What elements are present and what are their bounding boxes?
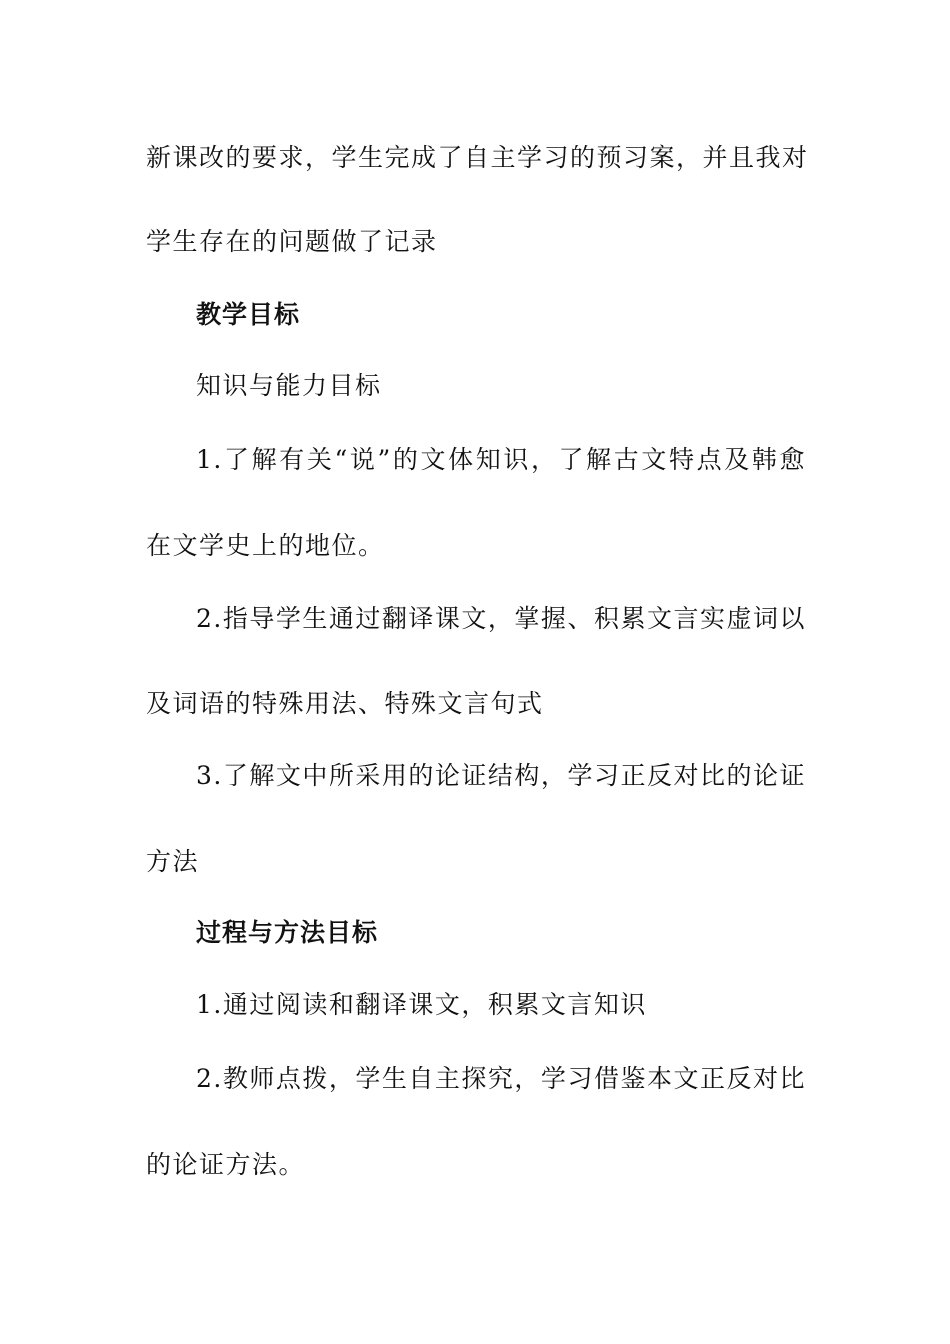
list-item-line: 1.了解有关“说”的文体知识，了解古文特点及韩愈 bbox=[196, 445, 806, 474]
list-item-line: 及词语的特殊用法、特殊文言句式 bbox=[146, 689, 544, 718]
subsection-title: 知识与能力目标 bbox=[196, 371, 382, 400]
section-heading: 过程与方法目标 bbox=[196, 918, 379, 947]
list-item-line: 方法 bbox=[146, 847, 200, 876]
list-item-line: 3.了解文中所采用的论证结构，学习正反对比的论证 bbox=[196, 761, 806, 790]
list-item-line: 1.通过阅读和翻译课文，积累文言知识 bbox=[196, 990, 647, 1019]
paragraph-line: 学生存在的问题做了记录 bbox=[146, 227, 438, 256]
list-item-line: 2.教师点拨，学生自主探究，学习借鉴本文正反对比 bbox=[196, 1064, 806, 1093]
list-item-line: 在文学史上的地位。 bbox=[146, 531, 385, 560]
list-item-line: 2.指导学生通过翻译课文，掌握、积累文言实虚词以 bbox=[196, 604, 806, 633]
list-item-line: 的论证方法。 bbox=[146, 1150, 306, 1179]
section-heading: 教学目标 bbox=[196, 300, 301, 329]
paragraph-line: 新课改的要求，学生完成了自主学习的预习案，并且我对 bbox=[146, 143, 809, 172]
